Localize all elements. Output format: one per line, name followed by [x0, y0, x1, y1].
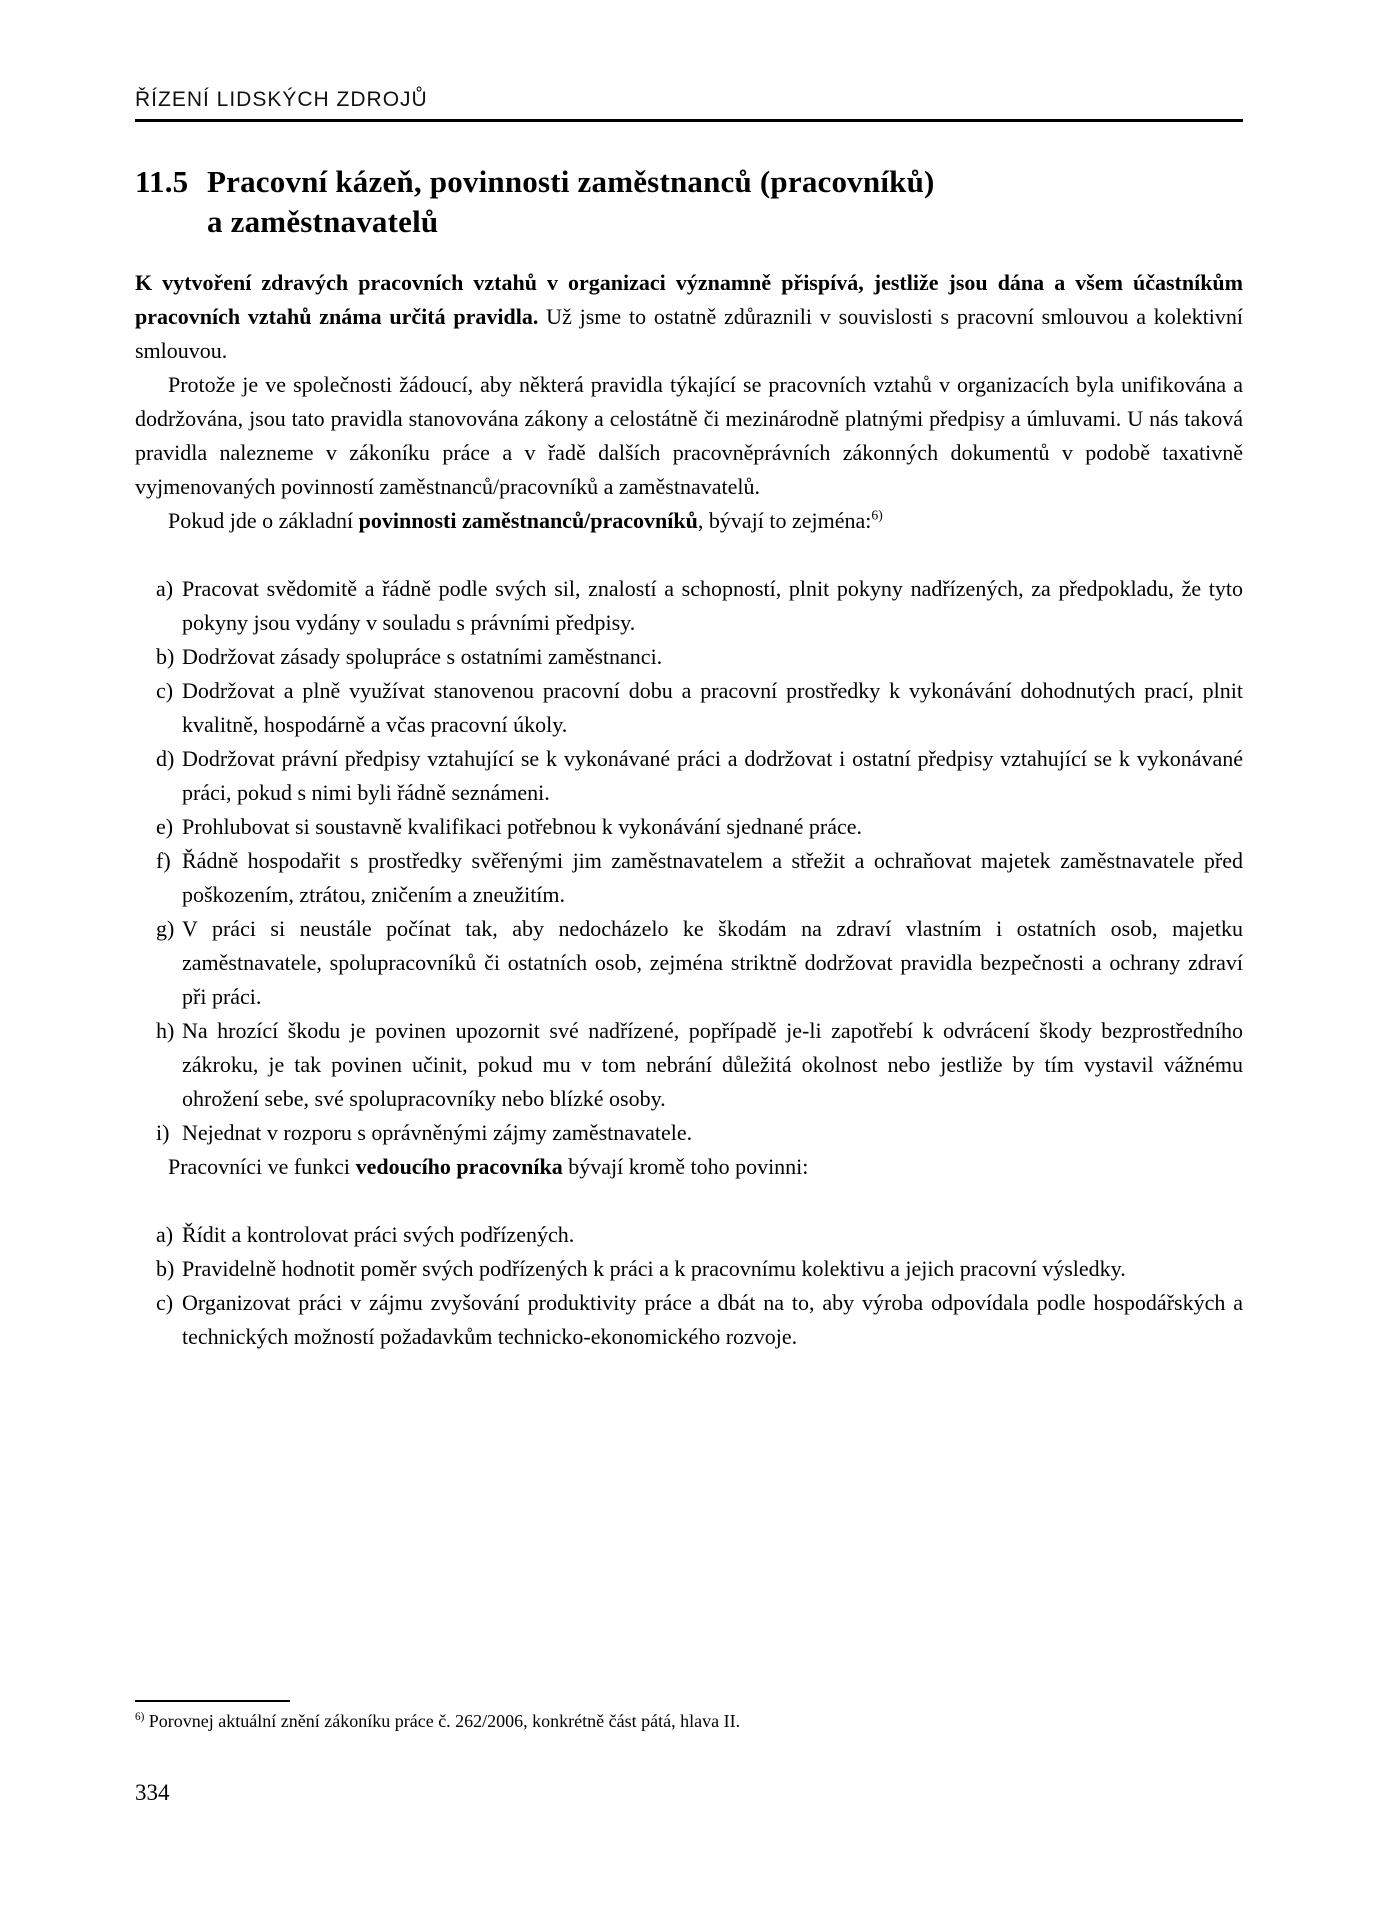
list-item — [135, 1116, 1243, 1150]
list-item — [135, 844, 1243, 912]
list-item-text: V práci si neustále počínat tak, aby nedocházelo ke škodám na zdraví vlastním i ostatních osob, majetku zaměstnavatele, spolupracovníků či ostatních osob, zejména striktně dodržovat pravidla bezpečnosti a ochrany zdraví při práci. — [182, 916, 1243, 1009]
footnote-rule — [135, 1700, 290, 1702]
intro-bold-text: K vytvoření zdravých pracovních vztahů v organizaci významně přispívá, jestliže jsou dána a všem účastníkům pracovních vztahů známa určitá pravidla. — [135, 270, 1243, 329]
list-item — [135, 640, 1243, 674]
header-rule — [135, 119, 1243, 122]
list-item-text: Dodržovat zásady spolupráce s ostatními zaměstnanci. — [182, 644, 663, 669]
list-item-label: i) — [156, 1120, 170, 1145]
employee-duties-list — [135, 572, 1243, 1150]
intro-paragraph — [135, 266, 1243, 368]
page-number: 334 — [135, 1780, 170, 1805]
list-item-text: Na hrozící škodu je povinen upozornit své nadřízené, popřípadě je-li zapotřebí k odvrácení škody bezprostředního zákroku, je tak povinen učinit, pokud mu v tom nebrání důležitá okolnost nebo jestliže by tím vystavil vážnému ohrožení sebe, své spolupracovníky nebo blízké osoby. — [182, 1018, 1243, 1111]
list-item — [135, 1286, 1243, 1354]
running-header: ŘÍZENÍ LIDSKÝCH ZDROJŮ — [135, 88, 428, 111]
list-item-text: Pracovat svědomitě a řádně podle svých sil, znalostí a schopností, plnit pokyny nadřízených, za předpokladu, že tyto pokyny jsou vydány v souladu s právními předpisy. — [182, 576, 1243, 635]
duties-intro-paragraph — [135, 504, 1243, 538]
duties-intro-suffix: , bývají to zejména: — [697, 508, 872, 533]
list-item-label: b) — [156, 1256, 175, 1281]
section-title-line2: a zaměstnavatelů — [207, 204, 439, 239]
list-item-label: b) — [156, 644, 175, 669]
section-heading — [135, 162, 1243, 242]
list-item-text: Řádně hospodařit s prostředky svěřenými jim zaměstnavatelem a střežit a ochraňovat majetek zaměstnavatele před poškozením, ztrátou, zničením a zneužitím. — [182, 848, 1243, 907]
list-item-label: h) — [156, 1018, 175, 1043]
list-item-label: c) — [156, 678, 174, 703]
list-item — [135, 674, 1243, 742]
footnote — [135, 1700, 1243, 1733]
leader-intro-suffix: bývají kromě toho povinni: — [562, 1154, 809, 1179]
leader-intro-prefix: Pracovníci ve funkci — [168, 1154, 356, 1179]
list-item-text: Řídit a kontrolovat práci svých podřízených. — [182, 1222, 575, 1247]
list-item-label: a) — [156, 1222, 174, 1247]
leader-duties-list — [135, 1218, 1243, 1354]
list-item-label: f) — [156, 848, 171, 873]
list-item — [135, 1218, 1243, 1252]
rules-paragraph: Protože je ve společnosti žádoucí, aby některá pravidla týkající se pracovních vztahů v organizacích byla unifikována a dodržována, jsou tato pravidla stanovována zákony a celostátně či mezinárodně platnými předpisy a úmluvami. U nás taková pravidla nalezneme v zákoníku práce a v řadě dalších pracovněprávních zákonných dokumentů v podobě taxativně vyjmenovaných povinností zaměstnanců/pracovníků a zaměstnavatelů. — [135, 372, 1243, 499]
section-title — [207, 162, 935, 242]
footnote-marker: 6) — [135, 1711, 145, 1723]
duties-intro-prefix: Pokud jde o základní — [168, 508, 359, 533]
list-item — [135, 912, 1243, 1014]
list-item — [135, 1252, 1243, 1286]
list-item-label: c) — [156, 1290, 174, 1315]
leader-intro-bold: vedoucího pracovníka — [355, 1154, 563, 1179]
list-item — [135, 742, 1243, 810]
section-number: 11.5 — [135, 164, 189, 199]
section-title-line1: Pracovní kázeň, povinnosti zaměstnanců (pracovníků) — [207, 164, 935, 199]
footnote-text — [135, 1709, 1243, 1733]
list-item-text: Prohlubovat si soustavně kvalifikaci potřebnou k vykonávání sjednané práce. — [182, 814, 862, 839]
list-item-label: a) — [156, 576, 174, 601]
list-item-text: Organizovat práci v zájmu zvyšování produktivity práce a dbát na to, aby výroba odpovídala podle hospodářských a technických možností požadavkům technicko-ekonomického rozvoje. — [182, 1290, 1243, 1349]
list-item-text: Dodržovat právní předpisy vztahující se k vykonávané práci a dodržovat i ostatní předpisy vztahující se k vykonávané práci, pokud s nimi byli řádně seznámeni. — [182, 746, 1243, 805]
list-item-text: Pravidelně hodnotit poměr svých podřízených k práci a k pracovnímu kolektivu a jejich pracovní výsledky. — [182, 1256, 1126, 1281]
list-item-label: g) — [156, 916, 175, 941]
list-item-text: Nejednat v rozporu s oprávněnými zájmy zaměstnavatele. — [182, 1120, 693, 1145]
list-item-label: d) — [156, 746, 175, 771]
leader-duties-intro — [135, 1150, 1243, 1184]
duties-intro-bold: povinnosti zaměstnanců/pracovníků — [358, 508, 698, 533]
list-item-label: e) — [156, 814, 174, 839]
intro-regular-text: Už jsme to ostatně zdůraznili v souvislosti s pracovní smlouvou a kolektivní smlouvou. — [135, 304, 1243, 363]
list-item-text: Dodržovat a plně využívat stanovenou pracovní dobu a pracovní prostředky k vykonávání dohodnutých prací, plnit kvalitně, hospodárně a včas pracovní úkoly. — [182, 678, 1243, 737]
footnote-reference: 6) — [871, 507, 883, 523]
list-item — [135, 810, 1243, 844]
footnote-body-text: Porovnej aktuální znění zákoníku práce č. 262/2006, konkrétně část pátá, hlava II. — [148, 1711, 741, 1731]
list-item — [135, 572, 1243, 640]
list-item — [135, 1014, 1243, 1116]
